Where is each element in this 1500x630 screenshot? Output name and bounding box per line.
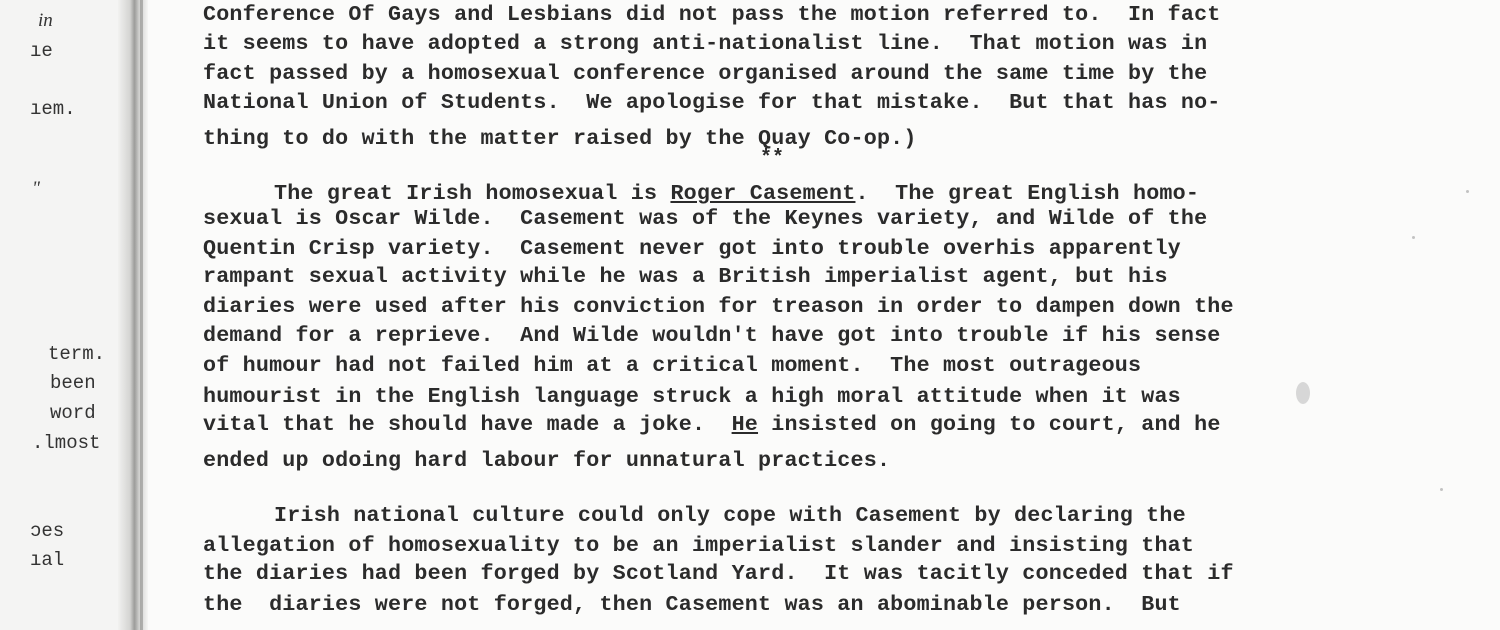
text-line: thing to do with the matter raised by the Quay Co-op.)	[203, 126, 917, 151]
text-line: sexual is Oscar Wilde. Casement was of the Keynes variety, and Wilde of the	[203, 206, 1208, 231]
margin-fragment: ɔes	[30, 520, 65, 542]
text-line: demand for a reprieve. And Wilde wouldn't have got into trouble if his sense	[203, 323, 1221, 348]
margin-fragment: ıe	[30, 40, 53, 62]
margin-fragment: "	[32, 178, 40, 199]
text-line: allegation of homosexuality to be an imperialist slander and insisting that	[203, 533, 1195, 558]
underlined-word: He	[731, 412, 759, 437]
text-line: Quentin Crisp variety. Casement never got into trouble overhis apparently	[203, 236, 1181, 261]
text-line	[274, 181, 1199, 207]
left-page-margin	[0, 0, 120, 630]
text-line: humourist in the English language struck a high moral attitude when it was	[203, 384, 1181, 409]
text-span: insisted on going to court, and he	[758, 412, 1221, 437]
underlined-name: Roger Casement	[670, 181, 856, 206]
text-line: diaries were used after his conviction for treason in order to dampen down the	[203, 294, 1234, 319]
text-line: Conference Of Gays and Lesbians did not pass the motion referred to. In fact	[203, 2, 1221, 27]
paper-speck	[1412, 236, 1415, 239]
section-separator: **	[760, 147, 785, 170]
text-span: . The great English homo-	[855, 181, 1200, 206]
paper-stain	[1296, 382, 1310, 404]
margin-fragment: .lmost	[32, 432, 101, 454]
main-page	[150, 0, 1500, 630]
text-line: ended up odoing hard labour for unnatural practices.	[203, 448, 891, 473]
text-line: National Union of Students. We apologise for that mistake. But that has no-	[203, 90, 1221, 115]
paper-speck	[1440, 488, 1443, 491]
text-line: the diaries were not forged, then Casement was an abominable person. But	[203, 592, 1181, 617]
margin-fragment: ıem.	[30, 98, 76, 120]
margin-fragment: term.	[48, 343, 106, 365]
text-line: of humour had not failed him at a critical moment. The most outrageous	[203, 353, 1142, 378]
margin-fragment: in	[38, 10, 53, 31]
paper-speck	[1466, 190, 1469, 193]
text-line: rampant sexual activity while he was a British imperialist agent, but his	[203, 264, 1168, 289]
margin-fragment: word	[50, 402, 96, 424]
text-line	[203, 412, 1221, 438]
gutter-shadow-line	[140, 0, 143, 630]
text-line: the diaries had been forged by Scotland Yard. It was tacitly conceded that if	[203, 561, 1234, 586]
text-line: it seems to have adopted a strong anti-nationalist line. That motion was in	[203, 31, 1208, 56]
text-span: The great Irish homosexual is	[274, 181, 671, 206]
margin-fragment: ıal	[30, 549, 65, 571]
text-span: vital that he should have made a joke.	[203, 412, 732, 437]
text-line: Irish national culture could only cope with Casement by declaring the	[274, 503, 1186, 528]
margin-fragment: been	[50, 372, 96, 394]
binding-gutter	[118, 0, 148, 630]
text-line: fact passed by a homosexual conference organised around the same time by the	[203, 61, 1208, 86]
